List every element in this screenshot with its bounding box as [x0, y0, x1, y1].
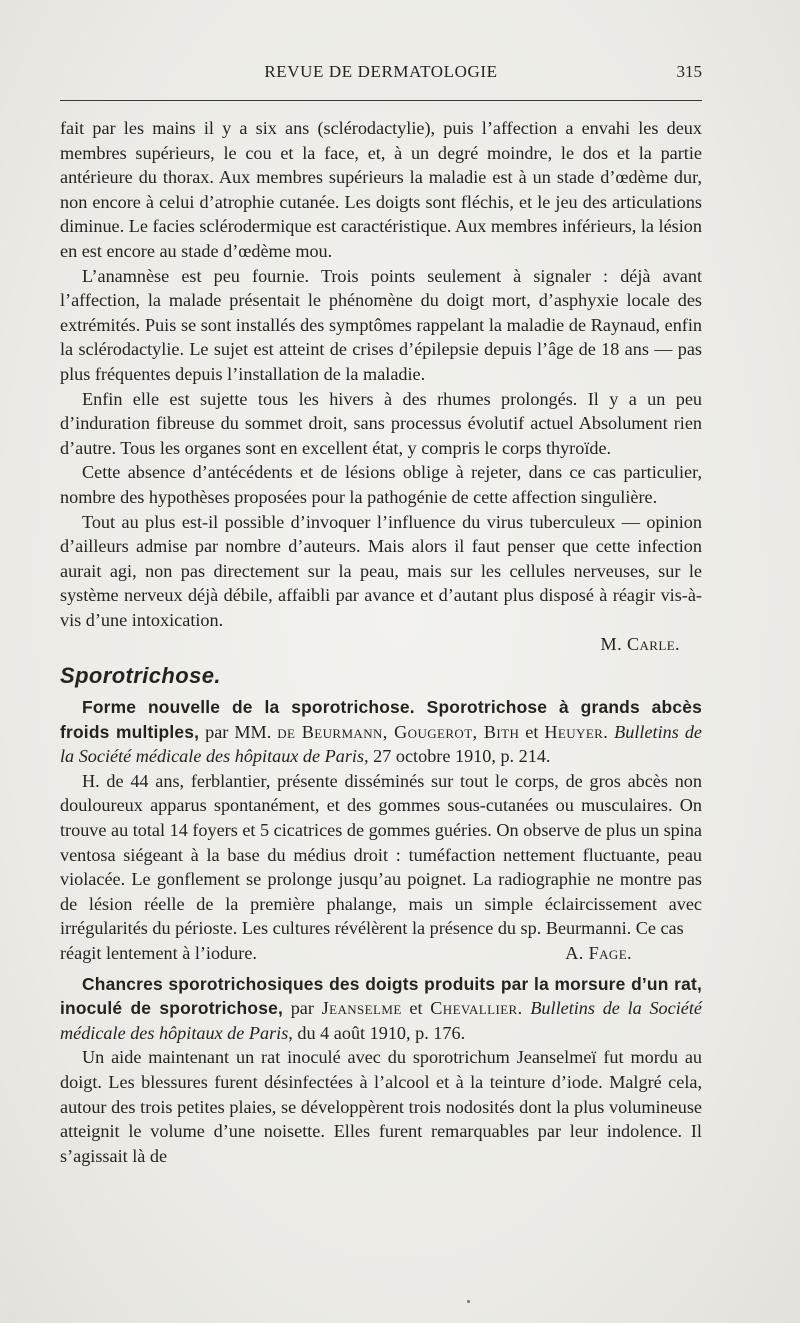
body-text — [60, 116, 702, 1168]
page-number: 315 — [676, 62, 702, 81]
article2-title: Chancres sporotrichosiques des doigts produits par la morsure d’un rat, inoculé de sporotrichose, — [60, 973, 702, 1019]
paragraph-tuberculosis: Tout au plus est-il possible d’invoquer l’influence du virus tuberculeux — opinion d’ailleurs admise par nombre d’auteurs. Mais alors il faut penser que cette infection aurait agi, non pas directement sur la peau, mais sur les cellules nerveuses, sur le système nerveux déjà débile, affaibli par avance et d’autant plus disposé à réagir vis-à-vis d’une intoxication. — [60, 511, 702, 630]
print-speck — [467, 1300, 470, 1303]
paragraph-winters: Enfin elle est sujette tous les hivers à des rhumes prolongés. Il y a un peu d’induration fibreuse du sommet droit, sans processus évolutif actuel Absolument rien d’autre. Tous les organes sont en excellent état, y compris le corps thyroïde. — [60, 388, 702, 458]
article1-title: Forme nouvelle de la sporotrichose. Sporotrichose à grands abcès froids multiples, — [60, 697, 702, 742]
article1-last-line: réagit lentement à l’iodure. — [60, 943, 257, 963]
article-title-forme-nouvelle — [60, 695, 702, 769]
signature-fage: A. Fage. — [565, 943, 632, 963]
article2-author1: Jeanselme — [321, 998, 402, 1019]
header-rule — [60, 100, 702, 101]
article1-by: par MM. — [199, 721, 278, 742]
article1-author-last: Heuyer. — [544, 721, 609, 742]
paragraph-pathogeny: Cette absence d’antécédents et de lésions oblige à rejeter, dans ce cas particulier, nombre des hypothèses proposées pour la pathogénie de cette affection singulière. — [60, 462, 702, 507]
paragraph-anamnesis: L’anamnèse est peu fournie. Trois points seulement à signaler : déjà avant l’affection, la malade présentait le phénomène du doigt mort, d’asphyxie locale des extrémités. Puis se sont installés des symptômes rappelant la maladie de Raynaud, enfin la sclérodactylie. Le sujet est atteint de crises d’épilepsie depuis l’âge de 18 ans — pas plus fréquentes depuis l’installation de la maladie. — [60, 265, 702, 384]
article1-and: et — [519, 721, 545, 742]
section-heading-sporotrichose: Sporotrichose. — [60, 663, 221, 689]
article2-journal: Bulletins de la Société médicale des hôpitaux de Paris, — [60, 998, 702, 1043]
journal-running-title: REVUE DE DERMATOLOGIE — [264, 62, 498, 81]
article-title-chancres — [60, 972, 702, 1046]
article1-closing-line — [60, 941, 702, 966]
article2-author2: Chevallier. — [430, 998, 523, 1019]
article2-body: Un aide maintenant un rat inoculé avec du sporotrichum Jeanselmeï fut mordu au doigt. Les blessures furent désinfectées à l’alcool et à la teinture d’iode. Malgré cela, autour des trois petites plaies, se développèrent trois nodosités dont la plus volumineuse atteignit le volume d’une noisette. Elles furent remarquables par leur indolence. Il s’agissait là de — [60, 1047, 702, 1166]
signature-carle — [60, 632, 702, 657]
paragraph-continued: fait par les mains il y a six ans (sclérodactylie), puis l’affection a envahi les deux membres supérieurs, le cou et la face, et, à un degré moindre, le dos et la partie antérieure du thorax. Aux membres supérieurs la maladie est à un stade d’œdème dur, non encore à celui d’atrophie cutanée. Les doigts sont fléchis, et le jeu des articulations diminue. Le facies sclérodermique est caractéristique. Aux membres inférieurs, la lésion en est encore au stade d’œdème mou. — [60, 118, 702, 261]
article1-journal: Bulletins de la Société médicale des hôpitaux de Paris, — [60, 721, 702, 767]
article1-particle: de — [277, 721, 302, 742]
article2-reference: du 4 août 1910, p. 176. — [292, 1022, 466, 1043]
article1-body: H. de 44 ans, ferblantier, présente disséminés sur tout le corps, de gros abcès non douloureux apparus spontanément, et des gommes sous-cutanées ou musculaires. On trouve au total 14 foyers et 5 cicatrices de gommes guéries. On observe de plus un spina ventosa siégeant à la base du médius droit : tuméfaction nettement fluctuante, peau violacée. Le gonflement se prolonge jusqu’au poignet. La radiographie ne montre pas de lésion réelle de la première phalange, mais un simple éclaircissement avec irrégularités du périoste. Les cultures révélèrent la présence du sp. Beurmanni. Ce cas — [60, 770, 702, 939]
article2-by: par — [282, 998, 322, 1019]
signature-carle-text: M. Carle. — [600, 634, 680, 655]
article1-reference: 27 octobre 1910, p. 214. — [368, 746, 551, 767]
running-head — [60, 62, 702, 88]
article1-authors: Beurmann, Gougerot, Bith — [301, 721, 520, 742]
article2-and: et — [401, 998, 431, 1019]
